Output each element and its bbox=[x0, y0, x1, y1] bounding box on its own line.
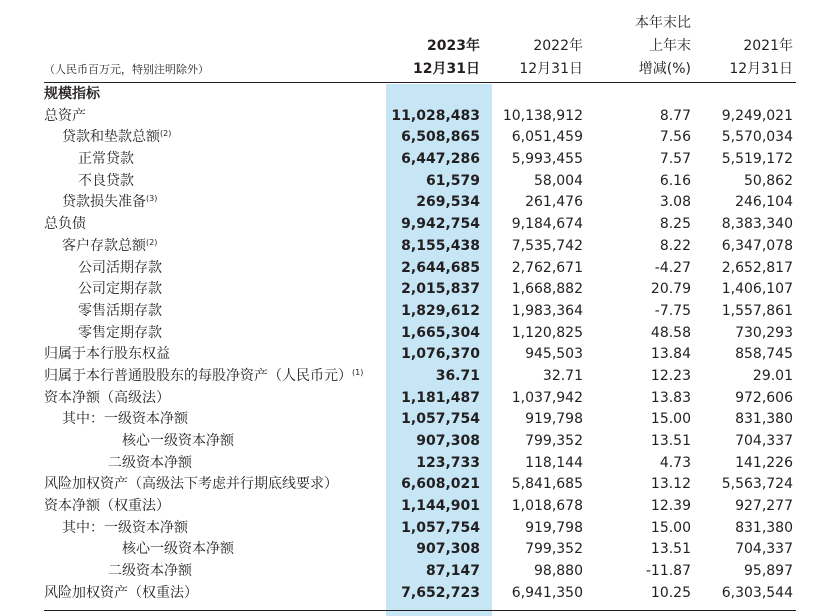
table-row bbox=[0, 366, 819, 388]
year-2023-header-line1: 2023年 bbox=[427, 38, 480, 54]
value-2022: 98,880 bbox=[534, 563, 583, 580]
row-label: 总负债 bbox=[44, 216, 86, 233]
table-row bbox=[0, 518, 819, 540]
change-header-line2: 上年末 bbox=[649, 38, 691, 54]
value-2021: 6,303,544 bbox=[721, 584, 793, 601]
value-2022: 6,941,350 bbox=[511, 584, 583, 601]
value-2023: 61,579 bbox=[425, 172, 480, 189]
footnote-marker: (2) bbox=[146, 237, 158, 247]
value-2021: 1,557,861 bbox=[721, 302, 793, 319]
value-2021: 730,293 bbox=[735, 324, 793, 341]
row-label: 客户存款总额$^{(2)}$ bbox=[62, 237, 158, 254]
row-label: 资本净额（权重法） bbox=[44, 498, 170, 515]
row-label: 二级资本净额 bbox=[108, 563, 192, 580]
value-2022: 1,120,825 bbox=[511, 324, 583, 341]
value-2021: 927,277 bbox=[735, 498, 793, 515]
change-percent: 8.22 bbox=[659, 237, 691, 254]
table-row bbox=[0, 539, 819, 561]
row-label: 公司活期存款 bbox=[78, 259, 162, 276]
row-label: 二级资本净额 bbox=[108, 454, 192, 471]
value-2022: 1,668,882 bbox=[511, 281, 583, 298]
value-2023: 1,181,487 bbox=[401, 389, 480, 406]
change-percent: 10.25 bbox=[650, 584, 691, 601]
row-label: 其中：一级资本净额 bbox=[62, 519, 188, 536]
value-2021: 704,337 bbox=[735, 433, 793, 449]
table-row bbox=[0, 323, 819, 345]
change-header-line1: 本年末比 bbox=[635, 15, 691, 31]
table-bottom-divider bbox=[44, 610, 796, 611]
table-row bbox=[0, 344, 819, 366]
row-label: 风险加权资产（权重法） bbox=[44, 584, 198, 601]
value-2021: 29.01 bbox=[752, 367, 793, 384]
value-2021: 5,519,172 bbox=[721, 151, 793, 168]
change-percent: 3.08 bbox=[659, 194, 691, 211]
row-label: 核心一级资本净额 bbox=[122, 541, 234, 558]
value-2023: 1,829,612 bbox=[401, 302, 480, 319]
table-row bbox=[0, 84, 819, 106]
value-2021: 8,383,340 bbox=[721, 216, 793, 233]
footnote-marker: (2) bbox=[160, 129, 172, 139]
value-2022: 1,018,678 bbox=[511, 498, 583, 515]
value-2023: 1,057,754 bbox=[401, 519, 480, 536]
value-2021: 5,563,724 bbox=[721, 476, 793, 493]
value-2021: 141,226 bbox=[735, 454, 793, 471]
change-percent: 48.58 bbox=[650, 324, 691, 341]
value-2021: 246,104 bbox=[735, 194, 793, 211]
value-2023: 6,447,286 bbox=[401, 151, 480, 168]
value-2022: 261,476 bbox=[525, 194, 583, 211]
table-row bbox=[0, 279, 819, 301]
value-2022: 919,798 bbox=[525, 519, 583, 536]
value-2023: 11,028,483 bbox=[391, 107, 480, 124]
row-label: 贷款和垫款总额$^{(2)}$ bbox=[62, 129, 172, 146]
value-2023: 6,508,865 bbox=[401, 129, 480, 146]
value-2023: 1,144,901 bbox=[401, 498, 480, 515]
change-percent: 15.00 bbox=[650, 519, 691, 536]
value-2022: 1,037,942 bbox=[511, 389, 583, 406]
value-2022: 7,535,742 bbox=[511, 237, 583, 254]
value-2021: 5,570,034 bbox=[721, 129, 793, 146]
table-row bbox=[0, 474, 819, 496]
value-2021: 9,249,021 bbox=[721, 107, 793, 124]
table-row bbox=[0, 258, 819, 280]
change-percent: 8.77 bbox=[659, 107, 691, 124]
table-row bbox=[0, 301, 819, 323]
value-2023: 1,665,304 bbox=[401, 324, 480, 341]
value-2022: 919,798 bbox=[525, 411, 583, 428]
unit-note: （人民币百万元，特别注明除外） bbox=[44, 63, 209, 76]
value-2023: 1,057,754 bbox=[401, 411, 480, 428]
row-label: 贷款损失准备$^{(3)}$ bbox=[62, 194, 158, 211]
change-percent: 15.00 bbox=[650, 411, 691, 428]
row-label: 核心一级资本净额 bbox=[122, 433, 234, 449]
value-2023: 1,076,370 bbox=[401, 346, 480, 363]
row-label: 不良贷款 bbox=[78, 172, 134, 189]
table-row bbox=[0, 583, 819, 605]
table-row bbox=[0, 431, 819, 453]
row-label: 风险加权资产（高级法下考虑并行期底线要求） bbox=[44, 476, 338, 493]
value-2022: 1,983,364 bbox=[511, 302, 583, 319]
value-2022: 58,004 bbox=[534, 172, 583, 189]
change-percent: 13.51 bbox=[650, 541, 691, 558]
row-label: 总资产 bbox=[44, 107, 86, 124]
value-2023: 907,308 bbox=[416, 541, 480, 558]
table-row bbox=[0, 496, 819, 518]
table-row bbox=[0, 388, 819, 410]
change-percent: 12.39 bbox=[650, 498, 691, 515]
change-percent: -11.87 bbox=[645, 563, 691, 580]
row-label: 资本净额（高级法） bbox=[44, 389, 170, 406]
table-row bbox=[0, 409, 819, 431]
change-percent: 12.23 bbox=[650, 367, 691, 384]
row-label: 其中：一级资本净额 bbox=[62, 411, 188, 428]
value-2023: 6,608,021 bbox=[401, 476, 480, 493]
table-row bbox=[0, 236, 819, 258]
value-2022: 5,993,455 bbox=[511, 151, 583, 168]
value-2023: 9,942,754 bbox=[401, 216, 480, 233]
year-2022-header-line2: 12月31日 bbox=[519, 61, 583, 77]
year-2021-header-line1: 2021年 bbox=[743, 38, 793, 54]
change-percent: 13.84 bbox=[650, 346, 691, 363]
value-2021: 831,380 bbox=[735, 411, 793, 428]
change-header-line3: 增减(%) bbox=[638, 61, 691, 77]
value-2023: 907,308 bbox=[416, 433, 480, 449]
year-2021-header-line2: 12月31日 bbox=[729, 61, 793, 77]
footnote-marker: (1) bbox=[352, 367, 364, 377]
change-percent: 13.12 bbox=[650, 476, 691, 493]
value-2021: 858,745 bbox=[735, 346, 793, 363]
change-percent: 4.73 bbox=[659, 454, 691, 471]
change-percent: -7.75 bbox=[654, 302, 691, 319]
change-percent: 13.83 bbox=[650, 389, 691, 406]
row-label: 归属于本行股东权益 bbox=[44, 346, 170, 363]
row-label: 公司定期存款 bbox=[78, 281, 162, 298]
change-percent: -4.27 bbox=[654, 259, 691, 276]
row-label: 零售定期存款 bbox=[78, 324, 162, 341]
change-percent: 6.16 bbox=[659, 172, 691, 189]
value-2023: 8,155,438 bbox=[401, 237, 480, 254]
value-2021: 831,380 bbox=[735, 519, 793, 536]
change-percent: 7.57 bbox=[659, 151, 691, 168]
table-row bbox=[0, 192, 819, 214]
year-2023-header-line2: 12月31日 bbox=[413, 61, 480, 77]
table-row bbox=[0, 127, 819, 149]
value-2022: 799,352 bbox=[525, 433, 583, 449]
value-2022: 945,503 bbox=[525, 346, 583, 363]
table-row bbox=[0, 106, 819, 128]
value-2023: 123,733 bbox=[416, 454, 480, 471]
value-2022: 10,138,912 bbox=[502, 107, 583, 124]
table-row bbox=[0, 149, 819, 171]
header-divider bbox=[44, 82, 796, 83]
table-row bbox=[0, 214, 819, 236]
row-label: 零售活期存款 bbox=[78, 302, 162, 319]
value-2021: 95,897 bbox=[744, 563, 793, 580]
year-2022-header-line1: 2022年 bbox=[533, 38, 583, 54]
footnote-marker: (3) bbox=[146, 194, 158, 204]
table-body bbox=[0, 84, 819, 605]
value-2022: 32.71 bbox=[542, 367, 583, 384]
table-row bbox=[0, 171, 819, 193]
value-2022: 799,352 bbox=[525, 541, 583, 558]
value-2022: 6,051,459 bbox=[511, 129, 583, 146]
value-2021: 1,406,107 bbox=[721, 281, 793, 298]
value-2022: 118,144 bbox=[525, 454, 583, 471]
value-2022: 5,841,685 bbox=[511, 476, 583, 493]
change-percent: 20.79 bbox=[650, 281, 691, 298]
row-label: 规模指标 bbox=[44, 86, 100, 102]
value-2023: 36.71 bbox=[435, 367, 480, 384]
table-row bbox=[0, 453, 819, 475]
row-label: 归属于本行普通股股东的每股净资产（人民币元）$^{(1)}$ bbox=[44, 367, 364, 384]
change-percent: 7.56 bbox=[659, 129, 691, 146]
value-2021: 2,652,817 bbox=[721, 259, 793, 276]
value-2021: 6,347,078 bbox=[721, 237, 793, 254]
change-percent: 13.51 bbox=[650, 433, 691, 449]
value-2023: 7,652,723 bbox=[401, 584, 480, 601]
table-row bbox=[0, 561, 819, 583]
value-2023: 2,015,837 bbox=[401, 281, 480, 298]
value-2021: 972,606 bbox=[735, 389, 793, 406]
value-2021: 50,862 bbox=[744, 172, 793, 189]
value-2023: 87,147 bbox=[425, 563, 480, 580]
value-2021: 704,337 bbox=[735, 541, 793, 558]
row-label: 正常贷款 bbox=[78, 151, 134, 168]
value-2023: 269,534 bbox=[416, 194, 480, 211]
value-2022: 9,184,674 bbox=[511, 216, 583, 233]
change-percent: 8.25 bbox=[659, 216, 691, 233]
value-2022: 2,762,671 bbox=[511, 259, 583, 276]
value-2023: 2,644,685 bbox=[401, 259, 480, 276]
